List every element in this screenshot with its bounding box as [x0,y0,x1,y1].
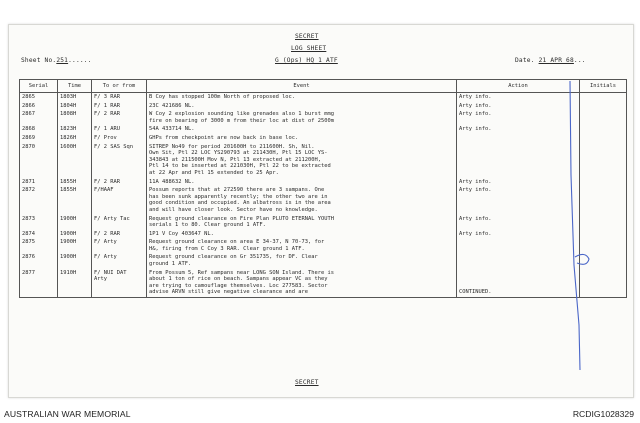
col-action: Action [457,80,580,93]
cell-from: F/ NUI DAT Arty [92,269,147,298]
col-initials: Initials [580,80,627,93]
sheet-number: Sheet No.251...... [21,57,92,64]
cell-action: Arty info. [457,93,580,102]
cell-action: Arty info. [457,110,580,125]
cell-serial: 2865 [20,93,58,102]
cell-serial: 2874 [20,230,58,239]
sheet-date-value: 21 APR 68 [538,57,574,64]
col-to-or-from: To or from [92,80,147,93]
cell-event: Request ground clearance on Fire Plan PLUTO ETERNAL YOUTH serials 1 to 80. Clear ground 1 ATF. [147,215,457,230]
cell-event: B Coy has stopped 100m North of proposed loc. [147,93,457,102]
cell-time: 1600H [58,143,92,178]
cell-from: F/ 3 RAR [92,93,147,102]
cell-event: 1P1 V Coy 403647 NL. [147,230,457,239]
archive-credit: AUSTRALIAN WAR MEMORIAL [4,409,131,419]
sheet-date: Date. 21 APR 68... [515,57,586,64]
cell-time: 1900H [58,253,92,268]
pen-mark [9,25,633,397]
sheet-title: LOG SHEET [291,45,327,52]
cell-serial: 2872 [20,186,58,214]
cell-action: Arty info. [457,102,580,111]
sheet-number-label: Sheet No. [21,57,57,64]
cell-time: 1900H [58,238,92,253]
cell-serial: 2873 [20,215,58,230]
sheet-date-label: Date. [515,57,535,64]
cell-time: 1900H [58,230,92,239]
log-sheet-page [8,24,634,398]
cell-from: F/ 2 RAR [92,230,147,239]
cell-time: 1910H [58,269,92,298]
cell-serial: 2868 [20,125,58,134]
cell-event: W Coy 2 explosion sounding like grenades also 1 burst mmg fire on bearing of 3000 m from their loc at dist of 2500m [147,110,457,125]
cell-from: F/ 2 RAR [92,110,147,125]
cell-from: F/ 2 RAR [92,178,147,187]
cell-time: 1823H [58,125,92,134]
cell-from: F/ Arty Tac [92,215,147,230]
cell-serial: 2877 [20,269,58,298]
cell-from: F/ Arty [92,238,147,253]
cell-event: 11A 488632 NL. [147,178,457,187]
cell-from: F/ 1 RAR [92,102,147,111]
cell-serial: 2867 [20,110,58,125]
cell-event: Request ground clearance on area E 34-37, N 70-73, for H&, firing from C Coy 3 RAR. Clear ground 1 ATF. [147,238,457,253]
cell-serial: 2869 [20,134,58,143]
cell-event: GHPs from checkpoint are now back in base loc. [147,134,457,143]
cell-time: 1900H [58,215,92,230]
cell-action: Arty info. [457,215,580,230]
classification-bottom: SECRET [295,379,319,386]
cell-action: Arty info. [457,186,580,214]
cell-action: Arty info. [457,125,580,134]
cell-from: F/ 2 SAS Sqn [92,143,147,178]
cell-event: Request ground clearance on Gr 351735, for DF. Clear ground 1 ATF. [147,253,457,268]
col-time: Time [58,80,92,93]
cell-serial: 2870 [20,143,58,178]
cell-time: 1804H [58,102,92,111]
cell-serial: 2866 [20,102,58,111]
cell-from: F/HAAF [92,186,147,214]
cell-event: SITREP No49 for period 201600H to 211600H. Sh, Nil. Own Sit, Ptl 22 LOC YS290793 at 211430H, Ptl 15 LOC YS- 343843 at 211500H Mov N, Ptl 13 extracted at 211200H, Ptl 14 to be inserted at 221030H, Ptl 22 to be extracted at 22 Apr and Ptl 15 extended to 25 Apr. [147,143,457,178]
cell-event: Possum reports that at 272590 there are 3 sampans. One has been sunk apparently recently; the other two are in good condition and occupied. An albatross is in the area and will have closer look. Sector have no knowledge. [147,186,457,214]
cell-from: F/ 1 ARU [92,125,147,134]
cell-event: From Possum 5, Ref sampans near LONG SON Island. There is about 1 ton of rice on beach. Sampans appear VC as they are trying to camouflage themselves. Loc 277583. Sector advise ARVN still give negative clearance and are [147,269,457,298]
cell-action: Arty info. [457,178,580,187]
cell-serial: 2871 [20,178,58,187]
cell-event: 23C 421686 NL. [147,102,457,111]
col-serial: Serial [20,80,58,93]
cell-time: 1803H [58,93,92,102]
sheet-number-value: 251 [56,57,69,64]
cell-serial: 2875 [20,238,58,253]
classification-top: SECRET [295,33,319,40]
archive-reference: RCDIG1028329 [572,409,634,419]
cell-from: F/ Prov [92,134,147,143]
cell-from: F/ Arty [92,253,147,268]
cell-serial: 2876 [20,253,58,268]
cell-time: 1808H [58,110,92,125]
col-event: Event [147,80,457,93]
cell-time: 1855H [58,186,92,214]
unit-label: G (Ops) HQ 1 ATF [275,57,338,64]
cell-action: Arty info. [457,230,580,239]
cell-event: 54A 433714 NL. [147,125,457,134]
cell-time: 1826H [58,134,92,143]
cell-action: CONTINUED. [457,269,580,298]
cell-time: 1855H [58,178,92,187]
